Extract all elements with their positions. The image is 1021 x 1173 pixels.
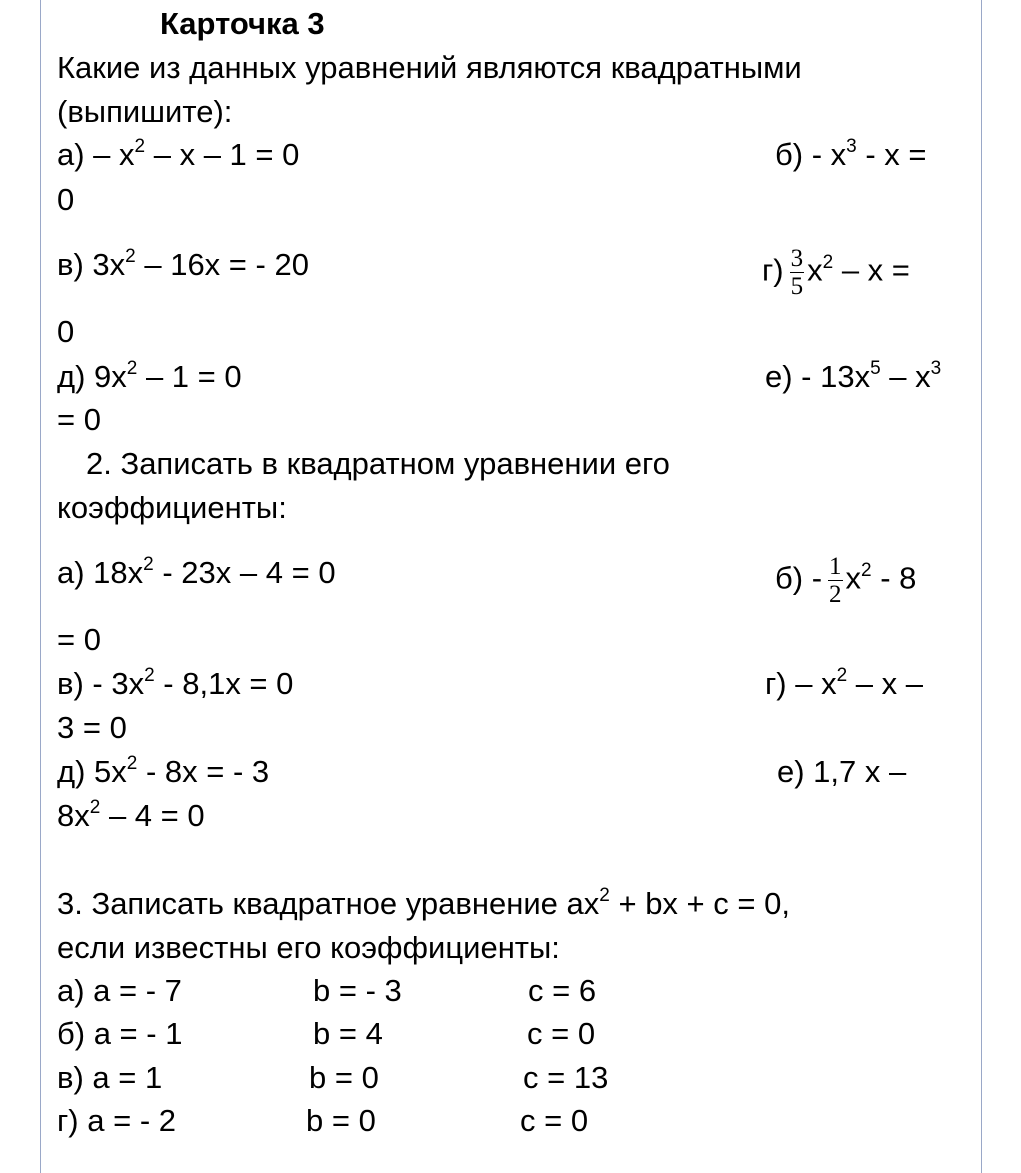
task3-intro-line1: 3. Записать квадратное уравнение $ах^2$ + bх + с = 0, (57, 885, 790, 921)
fraction-three-fifths: $\frac{3}{5}$ (790, 245, 804, 300)
coefficients-row-g-b: b = 0 (306, 1103, 376, 1138)
task1-equation-g-wrap: 0 (57, 314, 75, 349)
task1-equation-e-wrap: = 0 (57, 402, 101, 437)
coefficients-row-a-label: а) а = - 7 (57, 973, 182, 1008)
coefficients-row-v-c: с = 13 (523, 1060, 609, 1095)
coefficients-row-v-b: b = 0 (309, 1060, 379, 1095)
task1-intro-line1: Какие из данных уравнений являются квадратными (57, 50, 802, 85)
task2-equation-g-wrap: 3 = 0 (57, 710, 127, 745)
task3-intro-line2: если известны его коэффициенты: (57, 930, 560, 965)
coefficients-row-b-label: б) а = - 1 (57, 1016, 183, 1051)
task1-intro-line2: (выпишите): (57, 94, 233, 129)
coefficients-row-g-c: с = 0 (520, 1103, 589, 1138)
task2-intro-line1: 2. Записать в квадратном уравнении его (86, 446, 670, 481)
task2-equation-v: $в) - 3х^2 - 8,1х = 0$ (57, 665, 294, 701)
task2-equation-e-wrap: $8х^2 - 4 = 0$ (57, 797, 205, 833)
task2-equation-d: д) $5х^2 - 8х$ = - 3 (57, 753, 270, 789)
task1-equation-b-wrap: 0 (57, 182, 75, 217)
fraction-one-half: $\frac{1}{2}$ (829, 553, 842, 608)
task1-equation-e: $е) - 13х^5 - х^3$ (765, 358, 942, 394)
task1-equation-g: г) $\frac{3}{5}$ $х^2$ – х = (762, 245, 910, 300)
left-margin-line (40, 0, 41, 1173)
task2-equation-e: е) 1,7 х – (777, 754, 907, 789)
task2-intro-line2: коэффициенты: (57, 490, 287, 525)
task2-equation-b-wrap: = 0 (57, 622, 101, 657)
task2-equation-a: а) $18х^2 - 23х - 4 = 0$ (57, 554, 336, 590)
right-margin-line (981, 0, 982, 1173)
task2-equation-g: $г) - х^2$ – х – (765, 665, 924, 701)
task1-equation-d: д) $9х^2 - 1 = 0$ (57, 358, 242, 394)
coefficients-row-g-label: г) а = - 2 (57, 1103, 176, 1138)
coefficients-row-b-b: b = 4 (313, 1016, 383, 1051)
coefficients-row-a-c: с = 6 (528, 973, 597, 1008)
task1-equation-a: $а) - х^2 - х - 1 = 0$ (57, 136, 300, 172)
task1-equation-b: $б) - х^3$ - х = (775, 136, 927, 172)
coefficients-row-v-label: в) а = 1 (57, 1060, 163, 1095)
task1-equation-v: в) $3х^2 - 16х$ = - 20 (57, 246, 309, 282)
card-title: Карточка 3 (160, 6, 325, 41)
task2-equation-b: б) - $\frac{1}{2}$ $х^2 - 8$ (775, 553, 917, 608)
coefficients-row-b-c: с = 0 (527, 1016, 596, 1051)
coefficients-row-a-b: b = - 3 (313, 973, 402, 1008)
